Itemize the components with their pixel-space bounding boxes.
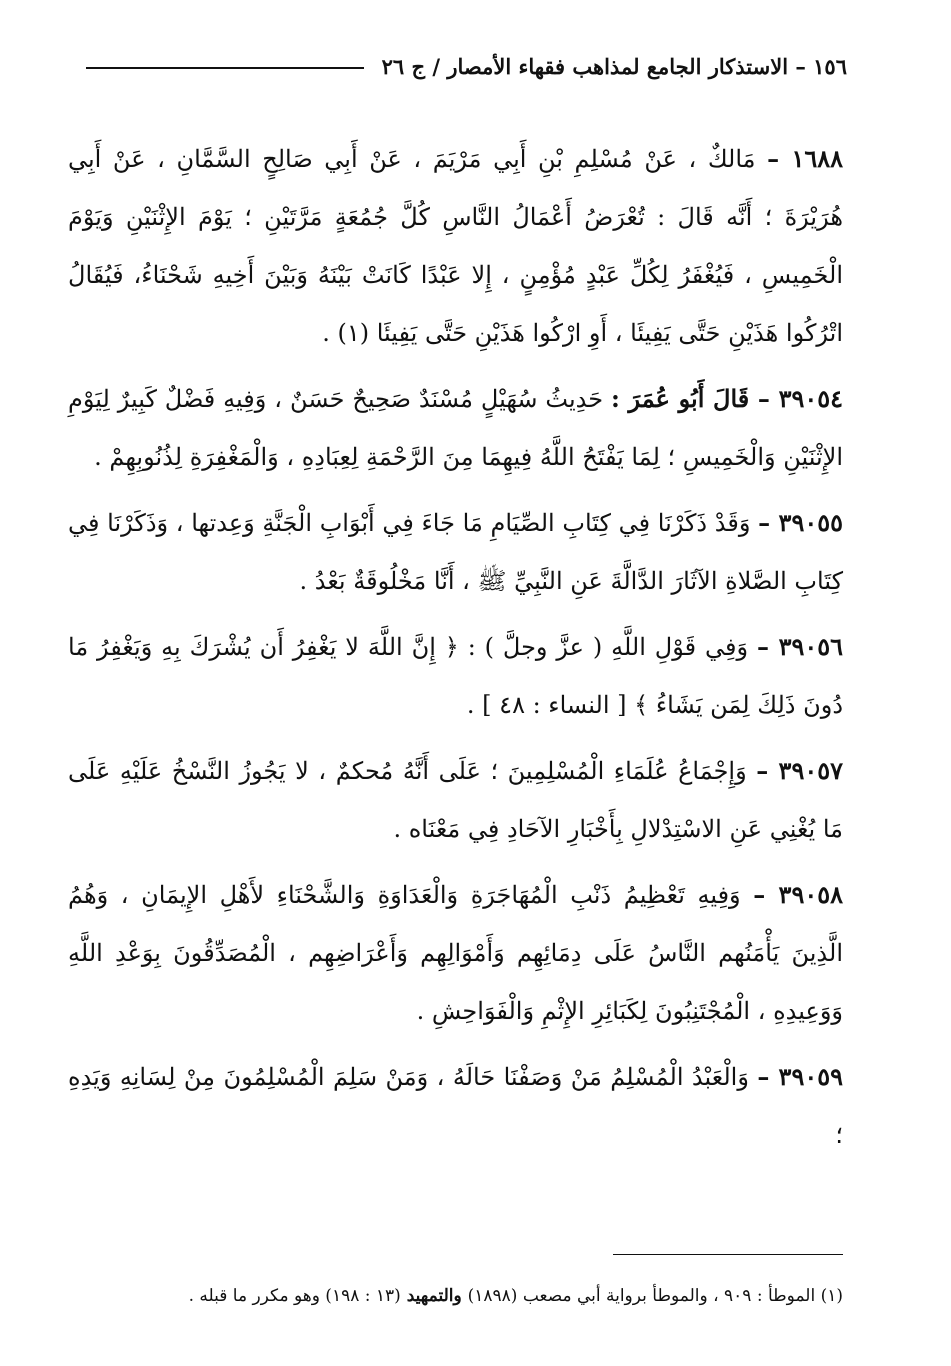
paragraph-text: وَالْعَبْدُ الْمُسْلِمُ مَنْ وَصَفْنَا حَالَهُ ، وَمَنْ سَلِمَ الْمُسْلِمُونَ مِنْ لِسَانِهِ وَيَدِهِ ؛ xyxy=(68,1063,843,1149)
paragraph-text: وَفِيهِ تَعْظِيمُ ذَنْبِ الْمُهَاجَرَةِ وَالْعَدَاوَةِ وَالشَّحْنَاءِ لأَهْلِ الإِيمَانِ ، وَهُمُ الَّذِينَ يَأْمَنُهم النَّاسُ عَلَى دِمَائِهِم وَأَمْوَالِهِم وَأَعْرَاضِهِم ، الْمُصَدِّقُونَ بِوَعْدِ اللَّهِ وَوَعِيدِهِ ، الْمُجْتَنِبُونَ لِكَبَائِرِ الإِثْمِ وَالْفَوَاحِشِ . xyxy=(68,881,843,1025)
paragraph-39059 xyxy=(68,1048,843,1164)
paragraph-number: ٣٩٠٥٩ – xyxy=(757,1062,843,1091)
main-text xyxy=(68,130,843,1172)
footnote xyxy=(68,1282,843,1310)
paragraph-text: مَالكٌ ، عَنْ مُسْلِمِ بْنِ أَبِي مَرْيَمَ ، عَنْ أَبِي صَالِحٍ السَّمَّانِ ، عَنْ أَبِي هُرَيْرَةَ ؛ أَنَّه قَالَ : تُعْرَضُ أَعْمَالُ النَّاسِ كُلَّ جُمُعَةٍ مَرَّتَيْنِ ؛ يَوْمَ الإِثْنَيْنِ وَيَوْمَ الْخَمِيسِ ، فَيُغْفَرُ لِكُلِّ عَبْدٍ مُؤْمِنٍ ، إِلا عَبْدًا كَانَتْ بَيْنَهُ وَبَيْنَ أَخِيهِ شَحْنَاءُ، فَيُقَالُ اتْرُكُوا هَذَيْنِ حَتَّى يَفِيئَا ، أَوِ ارْكُوا هَذَيْنِ حَتَّى يَفِيئَا (١) . xyxy=(68,145,843,347)
paragraph-number: ٣٩٠٥٥ – xyxy=(758,508,843,537)
paragraph-text: حَدِيثُ سُهَيْلٍ مُسْنَدٌ صَحِيحٌ حَسَنٌ ، وَفِيهِ فَضْلٌ كَبِيرٌ لِيَوْمِ الإِثْنَيْنِ وَالْخَمِيسِ ؛ لِمَا يَفْتَحُ اللَّهُ فِيهِمَا مِنَ الرَّحْمَةِ لِعِبَادِهِ ، وَالْمَغْفِرَةِ لِذُنُوبِهِمْ . xyxy=(68,385,843,471)
paragraph-number: ٣٩٠٥٨ – xyxy=(753,880,843,909)
footnote-text-part3: (١٣ : ١٩٨) وهو مكرر ما قبله . xyxy=(188,1286,401,1306)
paragraph-39057 xyxy=(68,742,843,858)
footnote-rule xyxy=(613,1254,843,1255)
paragraph-text: وَفِي قَوْلِ اللَّهِ ( عزَّ وجلَّ ) : ﴿ إِنَّ اللَّهَ لا يَغْفِرُ أَن يُشْرَكَ بِهِ وَيَغْفِرُ مَا دُونَ ذَلِكَ لِمَن يَشَاءُ ﴾ [ النساء : ٤٨ ] . xyxy=(68,633,843,719)
paragraph-39058 xyxy=(68,866,843,1040)
paragraph-text: وَإِجْمَاعُ عُلَمَاءِ الْمُسْلِمِينَ ؛ عَلَى أَنَّهُ مُحكمٌ ، لا يَجُوزُ النَّسْخُ عَلَيْهِ عَلَى مَا يُغْنِي عَنِ الاسْتِدْلالِ بِأَخْبَارِ الآحَادِ فِي مَعْنَاه . xyxy=(68,757,843,843)
paragraph-39055 xyxy=(68,494,843,610)
paragraph-number: ٣٩٠٥٧ – xyxy=(756,756,843,785)
paragraph-lead: قَالَ أَبُو عُمَرَ : xyxy=(611,384,758,413)
paragraph-number: ٣٩٠٥٦ – xyxy=(756,632,844,661)
paragraph-39054 xyxy=(68,370,843,486)
paragraph-1688 xyxy=(68,130,843,362)
header-title: ١٥٦ – الاستذكار الجامع لمذاهب فقهاء الأمصار / ج ٢٦ xyxy=(381,53,847,79)
paragraph-number: ١٦٨٨ – xyxy=(767,144,843,173)
paragraph-text: وَقَدْ ذَكَرْنَا فِي كِتَابِ الصِّيَامِ مَا جَاءَ فِي أَبْوَابِ الْجَنَّةِ وَعِدتها ، وَذَكَرْنَا فِي كِتَابِ الصَّلاةِ الآثَارَ الدَّالَّةَ عَنِ النَّبِيِّ ﷺ ، أَنَّا مَخْلُوقَةٌ بَعْدُ . xyxy=(68,509,843,595)
paragraph-39056 xyxy=(68,618,843,734)
running-header xyxy=(86,46,847,86)
header-rule xyxy=(86,67,364,69)
footnote-text-part1: (١) الموطأ : ٩٠٩ ، والموطأ برواية أبي مصعب (١٨٩٨) xyxy=(467,1286,843,1306)
paragraph-number: ٣٩٠٥٤ – xyxy=(757,384,844,413)
footnote-text-part2: والتمهيد xyxy=(400,1286,468,1306)
